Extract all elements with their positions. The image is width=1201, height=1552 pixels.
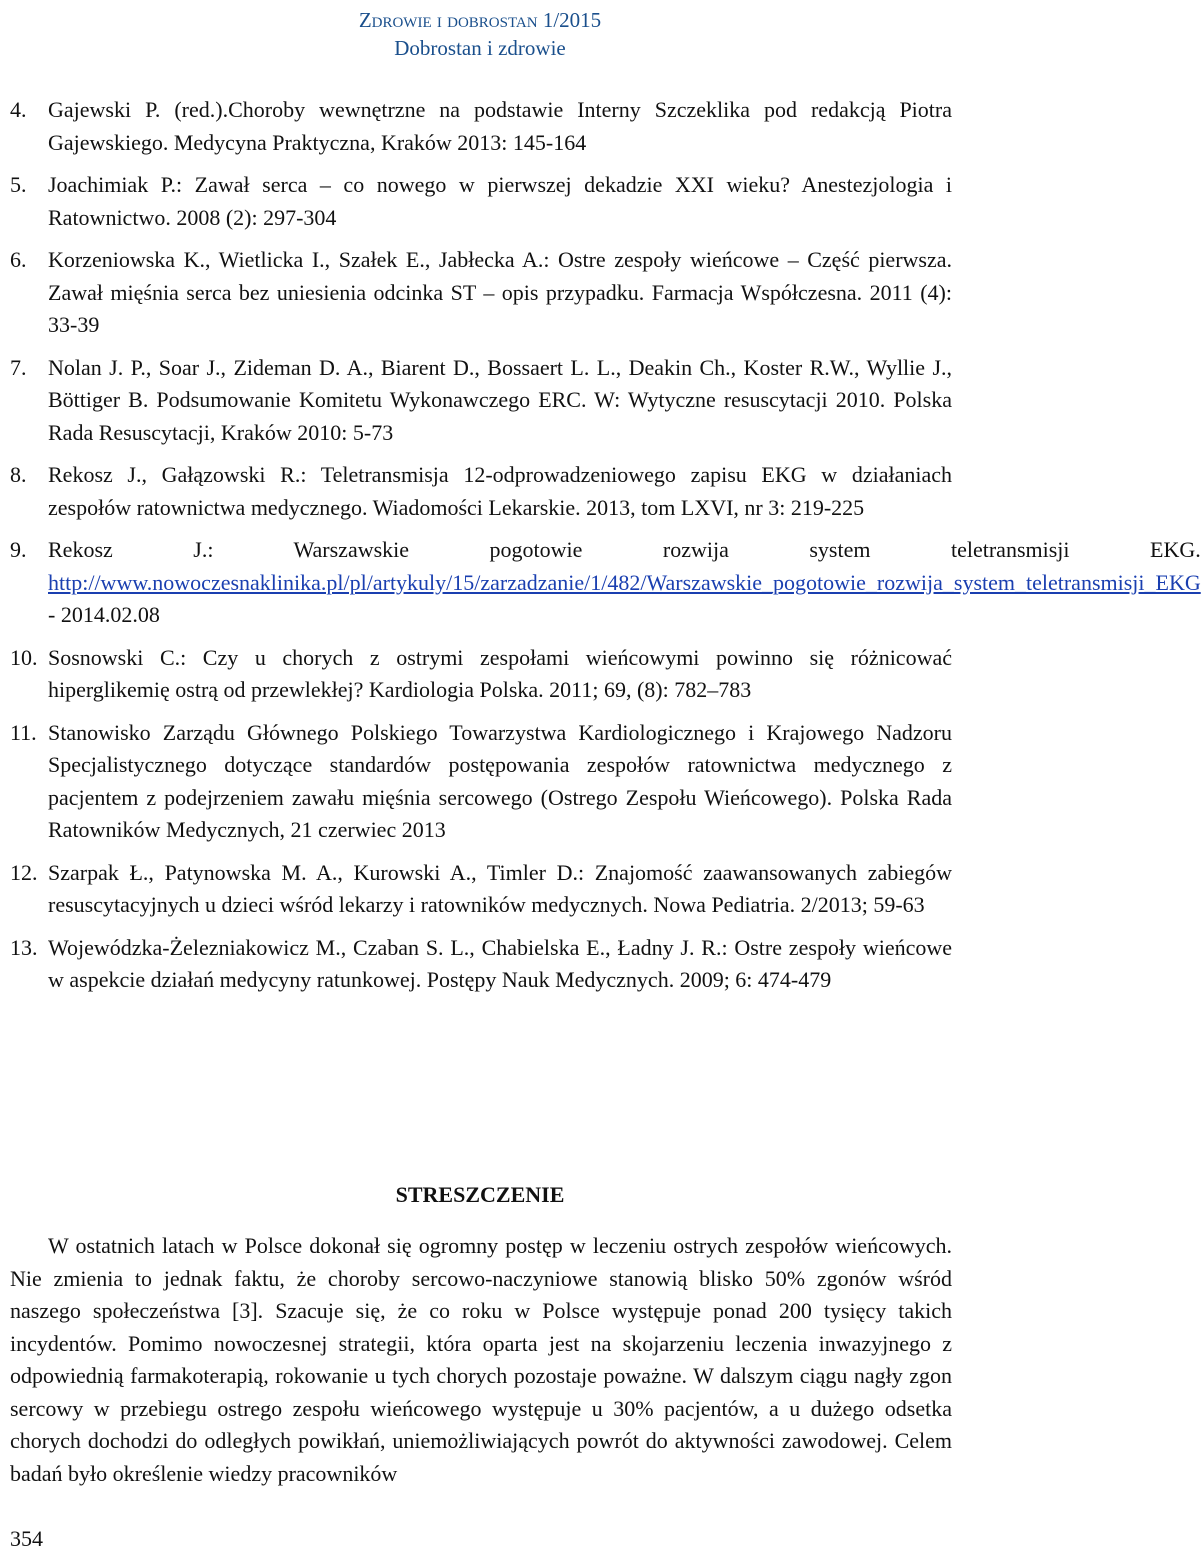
reference-item (10, 534, 1201, 632)
reference-number: 6. (10, 247, 27, 272)
reference-url-link[interactable]: http://www.nowoczesnaklinika.pl/pl/artykuly/15/zarzadzanie/1/482/Warszawskie_pogotowie_rozwija_system_teletransmisji_EKG (48, 569, 1201, 595)
page-number: 354 (10, 1526, 43, 1551)
reference-item (10, 717, 952, 847)
reference-text: Stanowisko Zarządu Głównego Polskiego Towarzystwa Kardiologicznego i Krajowego Nadzoru Specjalistycznego dotyczące standardów postępowania zespołów ratownictwa medycznego z pacjentem z podejrzeniem zawału mięśnia sercowego (Ostrego Zespołu Wieńcowego). Polska Rada Ratowników Medycznych, 21 czerwiec 2013 (48, 719, 952, 842)
reference-number: 8. (10, 462, 27, 487)
journal-title: Zdrowie i dobrostan 1/2015 (358, 8, 602, 32)
reference-item (10, 857, 952, 922)
reference-item (10, 352, 952, 450)
reference-item (10, 244, 952, 342)
running-header (0, 6, 960, 62)
reference-access-date: - 2014.02.08 (48, 602, 160, 627)
reference-number: 5. (10, 172, 27, 197)
reference-text-with-link (48, 534, 1201, 632)
reference-text: Wojewódzka-Żelezniakowicz M., Czaban S. L., Chabielska E., Ładny J. R.: Ostre zespoły wieńcowe w aspekcie działań medycyny ratunkowej. Postępy Nauk Medycznych. 2009; 6: 474-479 (48, 934, 952, 992)
reference-number: 11. (10, 719, 37, 745)
reference-list (10, 94, 1201, 1007)
reference-number: 7. (10, 354, 27, 380)
reference-item (10, 94, 952, 159)
reference-number: 4. (10, 97, 27, 122)
reference-text: Korzeniowska K., Wietlicka I., Szałek E., Jabłecka A.: Ostre zespoły wieńcowe – Część pierwsza. Zawał mięśnia serca bez uniesienia odcinka ST – opis przypadku. Farmacja Współczesna. 2011 (4): 33-39 (48, 247, 952, 337)
abstract-heading: STRESZCZENIE (395, 1182, 565, 1207)
reference-text: Szarpak Ł., Patynowska M. A., Kurowski A., Timler D.: Znajomość zaawansowanych zabiegów resuscytacyjnych u dzieci wśród lekarzy i ratowników medycznych. Nowa Pediatria. 2/2013; 59-63 (48, 859, 952, 917)
reference-text: Rekosz J.: Warszawskie pogotowie rozwija system teletransmisji EKG. (48, 537, 1201, 562)
reference-text: Rekosz J., Gałązowski R.: Teletransmisja 12-odprowadzeniowego zapisu EKG w działaniach zespołów ratownictwa medycznego. Wiadomości Lekarskie. 2013, tom LXVI, nr 3: 219-225 (48, 462, 952, 520)
reference-text: Joachimiak P.: Zawał serca – co nowego w pierwszej dekadzie XXI wieku? Anestezjologia i Ratownictwo. 2008 (2): 297-304 (48, 172, 952, 230)
reference-text: Sosnowski C.: Czy u chorych z ostrymi zespołami wieńcowymi powinno się różnicować hiperglikemię ostrą od przewlekłej? Kardiologia Polska. 2011; 69, (8): 782–783 (48, 644, 952, 702)
reference-item (10, 642, 952, 707)
reference-text: Gajewski P. (red.).Choroby wewnętrzne na podstawie Interny Szczeklika pod redakcją Piotra Gajewskiego. Medycyna Praktyczna, Kraków 2013: 145-164 (48, 97, 952, 155)
reference-number: 13. (10, 934, 38, 960)
section-subtitle: Dobrostan i zdrowie (394, 36, 566, 60)
reference-number: 10. (10, 644, 38, 670)
abstract-paragraph: W ostatnich latach w Polsce dokonał się ogromny postęp w leczeniu ostrych zespołów wieńcowych. Nie zmienia to jednak faktu, że choroby sercowo-naczyniowe stanowią blisko 50% zgonów wśród naszego społeczeństwa [3]. Szacuje się, że co roku w Polsce występuje ponad 200 tysięcy takich incydentów. Pomimo nowoczesnej strategii, która oparta jest na skojarzeniu leczenia inwazyjnego z odpowiednią farmakoterapią, rokowanie u tych chorych pozostaje poważne. W dalszym ciągu nagły zgon sercowy w przebiegu ostrego zespołu wieńcowego występuje u 30% pacjentów, a u dużego odsetka chorych dochodzi do odległych powikłań, uniemożliwiających powrót do aktywności zawodowej. Celem badań było określenie wiedzy pracowników (10, 1233, 952, 1486)
reference-item (10, 459, 952, 524)
reference-item (10, 169, 952, 234)
reference-number: 12. (10, 859, 38, 885)
reference-item (10, 932, 952, 997)
reference-number: 9. (10, 537, 27, 562)
reference-text: Nolan J. P., Soar J., Zideman D. A., Biarent D., Bossaert L. L., Deakin Ch., Koster R.W., Wyllie J., Böttiger B. Podsumowanie Komitetu Wykonawczego ERC. W: Wytyczne resuscytacji 2010. Polska Rada Resuscytacji, Kraków 2010: 5-73 (48, 354, 952, 445)
